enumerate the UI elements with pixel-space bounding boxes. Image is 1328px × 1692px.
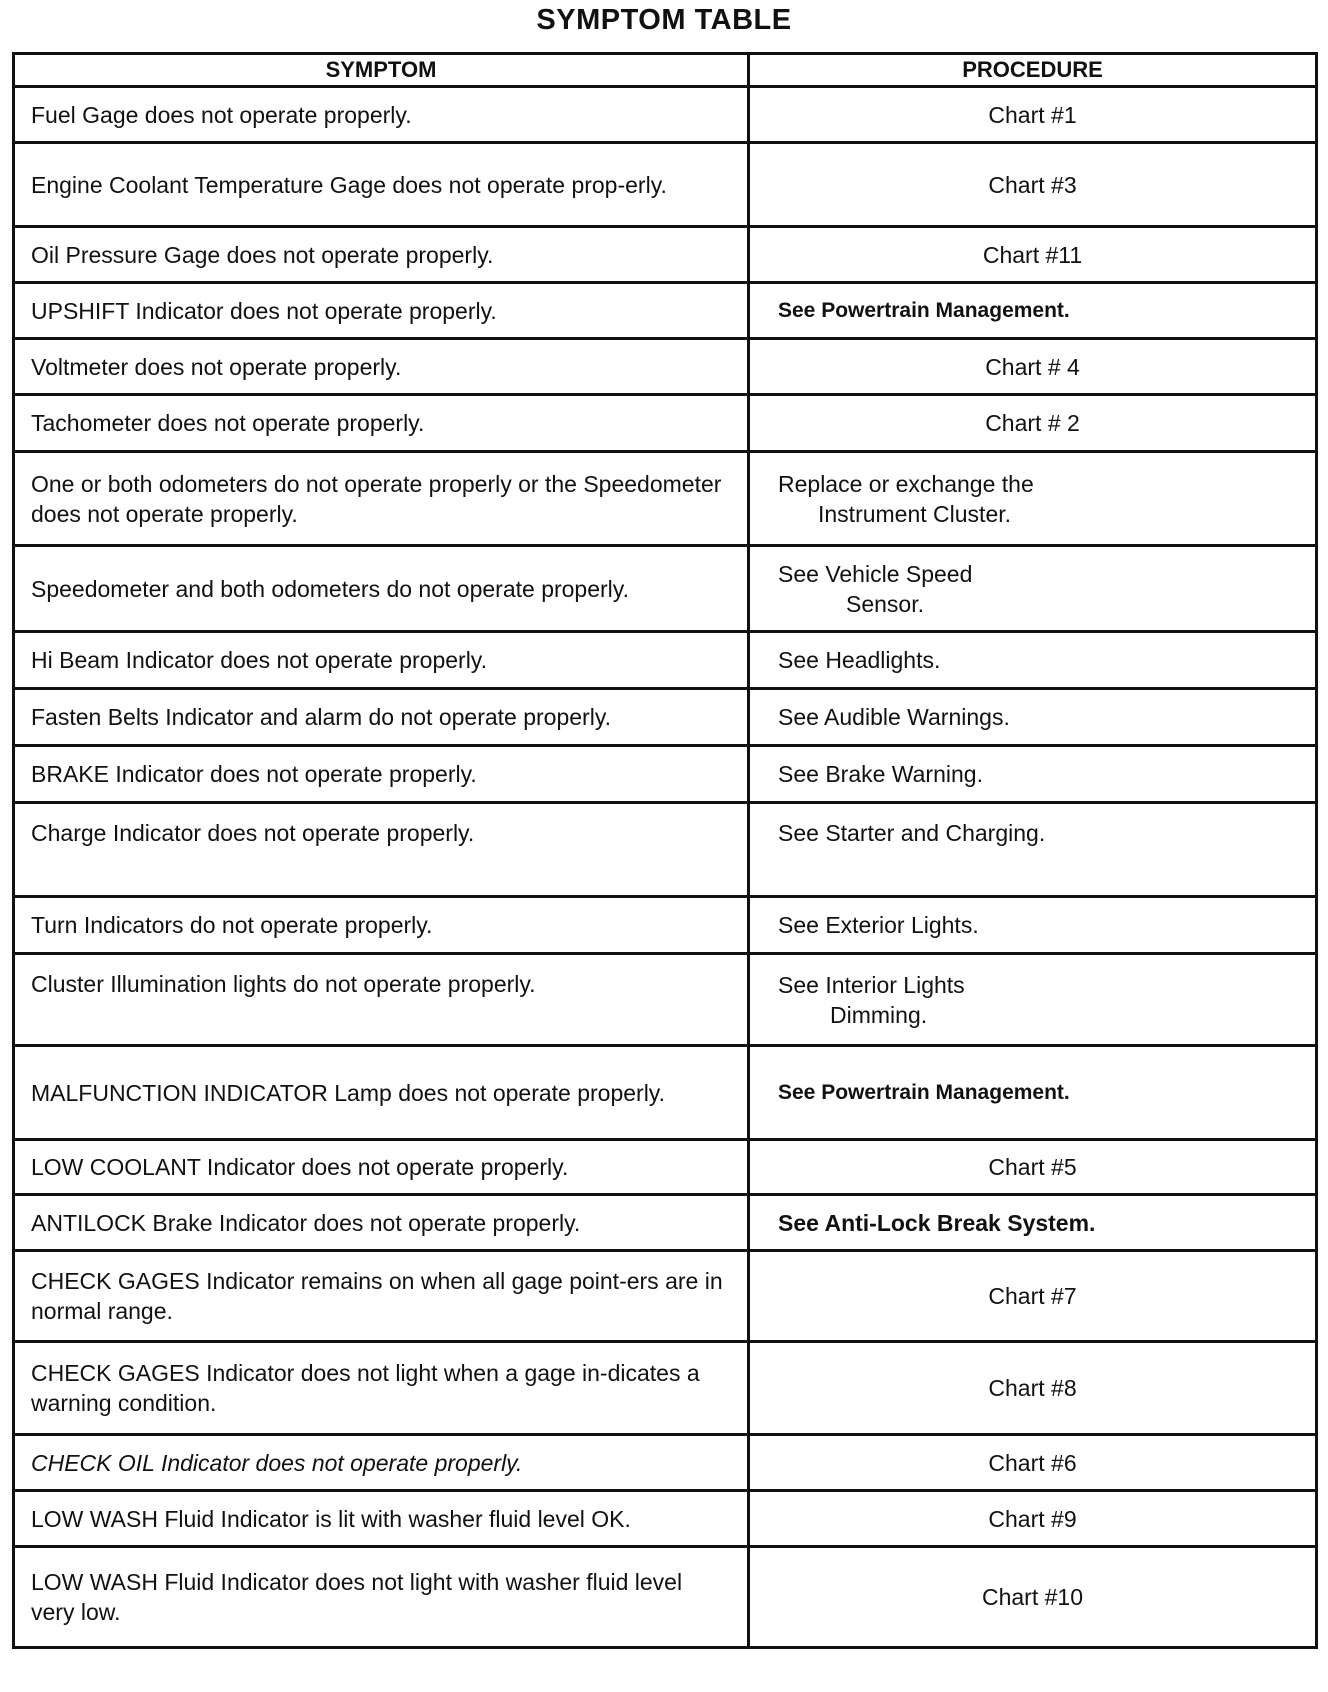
procedure-cell [749,954,1317,1046]
table-row [14,1046,1317,1140]
procedure-line-2: Instrument Cluster. [818,500,1012,527]
column-header-symptom: SYMPTOM [14,54,749,87]
symptom-table [12,52,1318,1649]
symptom-cell: Charge Indicator does not operate properly. [14,803,749,897]
symptom-cell: LOW COOLANT Indicator does not operate properly. [14,1140,749,1195]
procedure-cell: See Powertrain Management. [749,283,1317,339]
symptom-cell: Engine Coolant Temperature Gage does not operate prop-erly. [14,143,749,227]
symptom-cell: Fuel Gage does not operate properly. [14,87,749,143]
procedure-cell: See Headlights. [749,632,1317,689]
symptom-cell: Cluster Illumination lights do not operate properly. [14,954,749,1046]
table-row [14,1140,1317,1195]
table-row [14,1547,1317,1648]
symptom-cell: Oil Pressure Gage does not operate properly. [14,227,749,283]
procedure-cell: Chart #6 [749,1435,1317,1491]
symptom-cell: BRAKE Indicator does not operate properly. [14,746,749,803]
table-row [14,546,1317,632]
symptom-cell: ANTILOCK Brake Indicator does not operate properly. [14,1195,749,1251]
procedure-cell: Chart #9 [749,1491,1317,1547]
procedure-cell: Chart # 4 [749,339,1317,395]
procedure-cell: See Exterior Lights. [749,897,1317,954]
procedure-cell: Chart #7 [749,1251,1317,1342]
symptom-cell: CHECK GAGES Indicator remains on when all gage point-ers are in normal range. [14,1251,749,1342]
procedure-cell: Chart #8 [749,1342,1317,1435]
procedure-cell: Chart #1 [749,87,1317,143]
symptom-cell: Tachometer does not operate properly. [14,395,749,452]
table-row [14,1435,1317,1491]
procedure-cell: Chart #11 [749,227,1317,283]
table-row [14,897,1317,954]
symptom-cell: UPSHIFT Indicator does not operate properly. [14,283,749,339]
procedure-cell: See Starter and Charging. [749,803,1317,897]
procedure-line-2: Dimming. [830,1001,928,1028]
table-row [14,803,1317,897]
symptom-cell: Turn Indicators do not operate properly. [14,897,749,954]
table-row [14,87,1317,143]
table-row [14,339,1317,395]
table-row [14,283,1317,339]
table-row [14,227,1317,283]
symptom-cell: LOW WASH Fluid Indicator is lit with washer fluid level OK. [14,1491,749,1547]
procedure-line-1: See Vehicle Speed [778,560,973,587]
procedure-line-2: Sensor. [846,590,924,617]
table-row [14,746,1317,803]
procedure-cell: Chart #3 [749,143,1317,227]
symptom-cell: Hi Beam Indicator does not operate properly. [14,632,749,689]
table-row [14,632,1317,689]
symptom-cell: CHECK GAGES Indicator does not light when a gage in-dicates a warning condition. [14,1342,749,1435]
column-header-procedure: PROCEDURE [749,54,1317,87]
table-row [14,1195,1317,1251]
symptom-cell: One or both odometers do not operate properly or the Speedometer does not operate properly. [14,452,749,546]
table-row [14,452,1317,546]
procedure-cell [749,546,1317,632]
table-row [14,1342,1317,1435]
procedure-cell: See Anti-Lock Break System. [749,1195,1317,1251]
procedure-cell: Chart #5 [749,1140,1317,1195]
symptom-cell: LOW WASH Fluid Indicator does not light with washer fluid level very low. [14,1547,749,1648]
procedure-cell: See Brake Warning. [749,746,1317,803]
symptom-cell: Voltmeter does not operate properly. [14,339,749,395]
table-row [14,1491,1317,1547]
procedure-line-1: Replace or exchange the [778,470,1034,497]
table-row [14,143,1317,227]
procedure-cell: Chart #10 [749,1547,1317,1648]
table-row [14,395,1317,452]
procedure-line-1: See Interior Lights [778,971,965,998]
symptom-cell: Speedometer and both odometers do not operate properly. [14,546,749,632]
table-header-row [14,54,1317,87]
procedure-cell [749,452,1317,546]
table-row [14,689,1317,746]
symptom-cell: Fasten Belts Indicator and alarm do not operate properly. [14,689,749,746]
symptom-cell: CHECK OIL Indicator does not operate properly. [14,1435,749,1491]
table-row [14,1251,1317,1342]
procedure-cell: Chart # 2 [749,395,1317,452]
symptom-cell: MALFUNCTION INDICATOR Lamp does not operate properly. [14,1046,749,1140]
table-row [14,954,1317,1046]
page-title: SYMPTOM TABLE [536,4,792,36]
procedure-cell: See Powertrain Management. [749,1046,1317,1140]
procedure-cell: See Audible Warnings. [749,689,1317,746]
